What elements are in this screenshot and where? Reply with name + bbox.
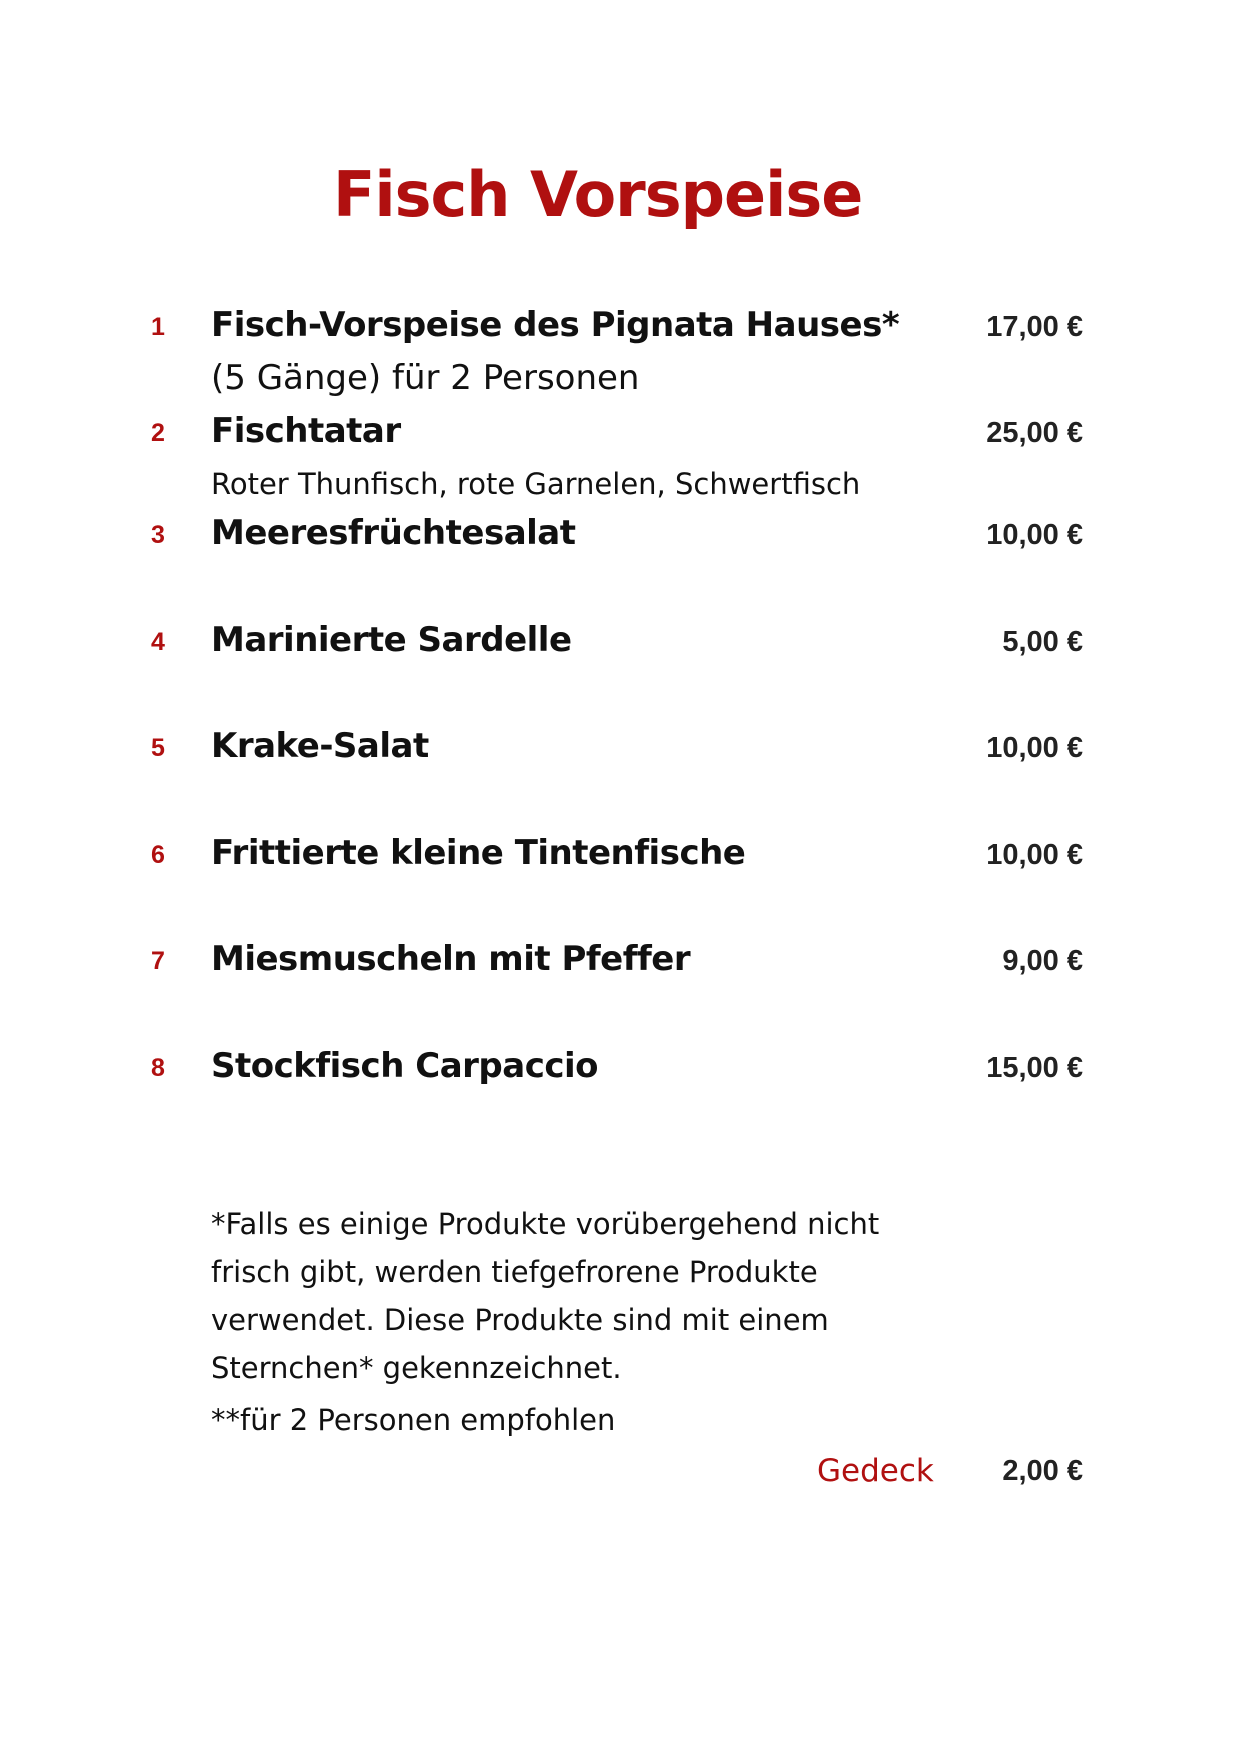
item-number: 3 <box>151 521 165 549</box>
footnote-line: verwendet. Diese Produkte sind mit einem <box>211 1303 829 1337</box>
item-number: 5 <box>151 734 165 762</box>
item-price: 10,00 € <box>986 732 1083 764</box>
footnote-line: Sternchen* gekennzeichnet. <box>211 1351 622 1385</box>
menu-item <box>0 300 1241 360</box>
item-number: 7 <box>151 947 165 975</box>
menu-item <box>0 1041 1241 1101</box>
menu-item <box>0 934 1241 994</box>
item-name: Fischtatar <box>211 411 401 451</box>
item-price: 15,00 € <box>986 1052 1083 1084</box>
item-price: 25,00 € <box>986 417 1083 449</box>
footnote-line: frisch gibt, werden tiefgefrorene Produkte <box>211 1255 818 1289</box>
item-price: 9,00 € <box>1002 945 1083 977</box>
menu-item <box>0 828 1241 888</box>
item-name: Meeresfrüchtesalat <box>211 513 576 553</box>
item-name: Frittierte kleine Tintenfische <box>211 833 746 873</box>
item-name: Miesmuscheln mit Pfeffer <box>211 939 691 979</box>
cover-charge-label: Gedeck <box>817 1453 934 1489</box>
menu-item <box>0 508 1241 568</box>
menu-item <box>0 721 1241 781</box>
item-number: 1 <box>151 313 165 341</box>
item-number: 2 <box>151 419 165 447</box>
item-number: 4 <box>151 628 165 656</box>
item-price: 10,00 € <box>986 839 1083 871</box>
footnote-recommendation: **für 2 Personen empfohlen <box>211 1403 616 1437</box>
item-price: 5,00 € <box>1002 626 1083 658</box>
menu-item <box>0 615 1241 675</box>
item-name: Fisch-Vorspeise des Pignata Hauses* <box>211 305 900 345</box>
item-price: 10,00 € <box>986 519 1083 551</box>
item-number: 6 <box>151 841 165 869</box>
menu-item <box>0 406 1241 466</box>
item-name: Stockfisch Carpaccio <box>211 1046 599 1086</box>
item-price: 17,00 € <box>986 311 1083 343</box>
item-description: (5 Gänge) für 2 Personen <box>211 358 640 398</box>
item-number: 8 <box>151 1054 165 1082</box>
item-name: Marinierte Sardelle <box>211 620 572 660</box>
footnote-line: *Falls es einige Produkte vorübergehend nicht <box>211 1207 880 1241</box>
item-name: Krake-Salat <box>211 726 429 766</box>
page-title: Fisch Vorspeise <box>333 158 863 231</box>
footnote <box>211 1200 971 1392</box>
cover-charge-price: 2,00 € <box>1002 1455 1083 1487</box>
item-description: Roter Thunfisch, rote Garnelen, Schwertfisch <box>211 467 861 501</box>
